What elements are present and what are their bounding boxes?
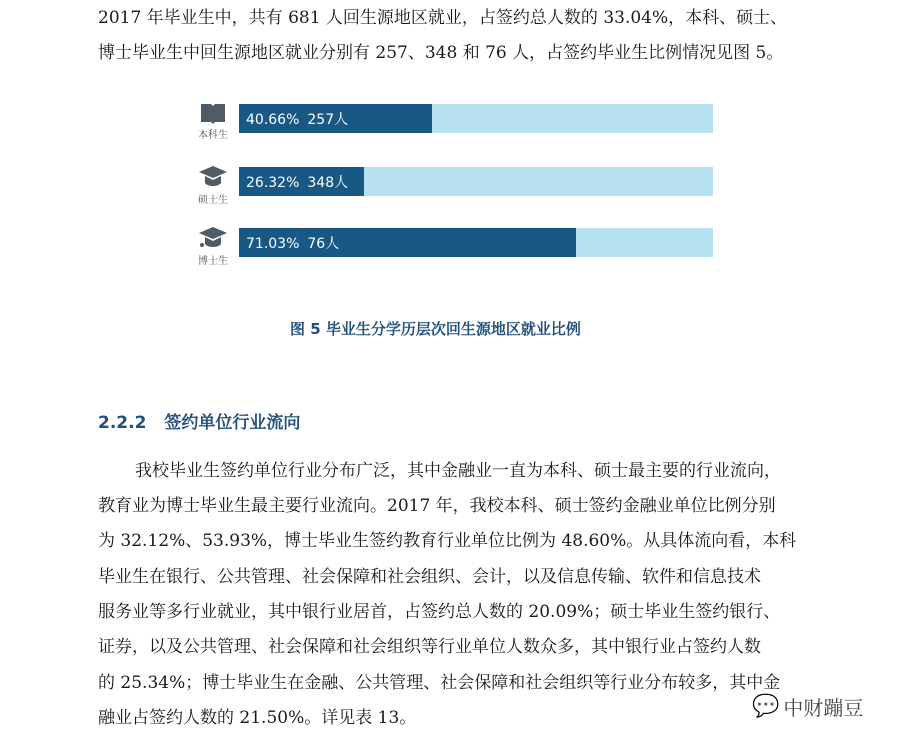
category-label: 本科生 bbox=[198, 130, 228, 141]
bar-row-doctor bbox=[190, 228, 720, 268]
section-number: 2.2.2 bbox=[98, 413, 147, 433]
wechat-icon: 💬 bbox=[752, 694, 780, 719]
body-line: 为 32.12%、53.93%，博士毕业生签约教育行业单位比例为 48.60%。从具体流向看，本科 bbox=[98, 531, 797, 551]
watermark bbox=[752, 692, 863, 721]
body-line: 我校毕业生签约单位行业分布广泛，其中金融业一直为本科、硕士最主要的行业流向， bbox=[135, 461, 781, 481]
graduation-cap-icon bbox=[194, 165, 232, 206]
bar-fill bbox=[239, 167, 364, 196]
intro-line-1: 2017 年毕业生中，共有 681 人回生源地区就业，占签约总人数的 33.04%，本科、硕士、 bbox=[98, 8, 788, 28]
count-label: 257人 bbox=[307, 112, 349, 128]
bar-track bbox=[239, 167, 713, 196]
value-label: 26.32% bbox=[246, 175, 300, 191]
bar-track bbox=[239, 228, 713, 257]
body-line: 服务业等多行业就业，其中银行业居首，占签约总人数的 20.09%；硕士毕业生签约银行、 bbox=[98, 602, 781, 622]
bar-fill bbox=[239, 104, 432, 133]
book-icon bbox=[194, 102, 232, 141]
section-title: 签约单位行业流向 bbox=[164, 413, 301, 433]
bar-track bbox=[239, 104, 713, 133]
count-label: 76人 bbox=[307, 236, 340, 252]
category-label: 硕士生 bbox=[198, 195, 228, 206]
figure-caption: 图 5 毕业生分学历层次回生源地区就业比例 bbox=[290, 320, 581, 338]
category-label: 博士生 bbox=[198, 256, 228, 267]
value-label: 71.03% bbox=[246, 236, 300, 252]
body-line: 融业占签约人数的 21.50%。详见表 13。 bbox=[98, 708, 417, 728]
body-line: 的 25.34%；博士毕业生在金融、公共管理、社会保障和社会组织等行业分布较多，其中金 bbox=[98, 673, 781, 693]
bar-row-bachelor bbox=[190, 104, 720, 144]
bar-fill bbox=[239, 228, 576, 257]
count-label: 348人 bbox=[307, 175, 349, 191]
value-label: 40.66% bbox=[246, 112, 300, 128]
doctoral-cap-icon bbox=[194, 226, 232, 267]
watermark-text: 中财蹦豆 bbox=[783, 696, 864, 720]
intro-line-2: 博士毕业生中回生源地区就业分别有 257、348 和 76 人，占签约毕业生比例情况见图 5。 bbox=[98, 43, 784, 63]
body-line: 教育业为博士毕业生最主要行业流向。2017 年，我校本科、硕士签约金融业单位比例分别 bbox=[98, 496, 776, 516]
body-line: 毕业生在银行、公共管理、社会保障和社会组织、会计，以及信息传输、软件和信息技术 bbox=[98, 567, 761, 587]
section-heading bbox=[98, 408, 318, 433]
body-line: 证券，以及公共管理、社会保障和社会组织等行业单位人数众多，其中银行业占签约人数 bbox=[98, 637, 761, 657]
bar-row-master bbox=[190, 167, 720, 207]
